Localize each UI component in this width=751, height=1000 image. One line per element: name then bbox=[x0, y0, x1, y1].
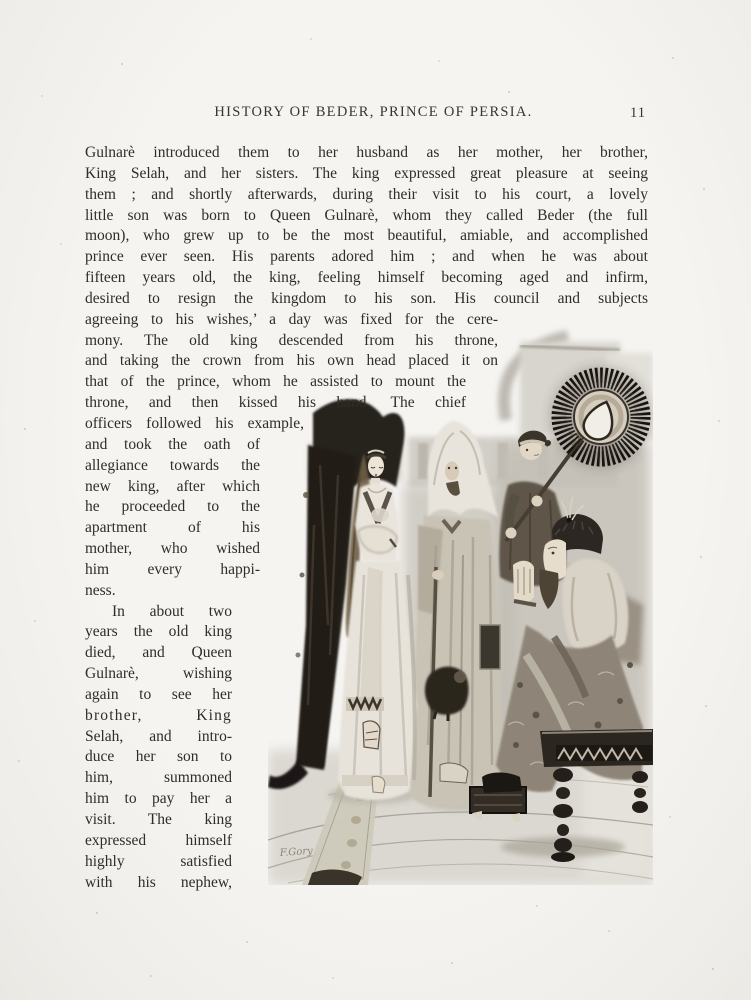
artist-signature: F.Gory bbox=[279, 845, 314, 859]
text-line: agreeing to his wishes,’ a day was fixed for the cere- bbox=[85, 310, 498, 328]
text-line: prince ever seen. His parents adored him ; and when he was about bbox=[85, 248, 648, 266]
text-line: and took the oath of bbox=[85, 435, 260, 453]
text-line: and taking the crown from his own head placed it on bbox=[85, 352, 498, 370]
text-line: fifteen years old, the king, feeling himself becoming aged and infirm, bbox=[85, 269, 648, 287]
text-line: mony. The old king descended from his throne, bbox=[85, 331, 498, 349]
text-line: highly satisfied bbox=[85, 852, 232, 870]
text-line: him, summoned bbox=[85, 769, 232, 787]
text-line: died, and Queen bbox=[85, 644, 232, 662]
running-header bbox=[85, 104, 648, 124]
text-line: expressed himself bbox=[85, 831, 232, 849]
text-line: Selah, and intro- bbox=[85, 727, 232, 745]
text-line: years the old king bbox=[85, 623, 232, 641]
text-line: apartment of his bbox=[85, 519, 260, 537]
text-line: King Selah, and her sisters. The king expressed great pleasure at seeing bbox=[85, 164, 648, 182]
text-line: duce her son to bbox=[85, 748, 232, 766]
text-line: allegiance towards the bbox=[85, 456, 260, 474]
text-line: little son was born to Queen Gulnarè, whom they called Beder (the full bbox=[85, 206, 648, 224]
text-line: Gulnarè introduced them to her husband as her mother, her brother, bbox=[85, 144, 648, 161]
text-line: officers followed his example, bbox=[85, 414, 304, 432]
text-line: he proceeded to the bbox=[85, 498, 260, 516]
body-text bbox=[85, 143, 648, 893]
text-line: him to pay her a bbox=[85, 790, 232, 808]
page-title: HISTORY OF BEDER, PRINCE OF PERSIA. bbox=[214, 104, 533, 120]
text-line: new king, after which bbox=[85, 477, 260, 495]
text-line: with his nephew, bbox=[85, 873, 232, 891]
text-line: him every happi- bbox=[85, 560, 260, 578]
text-line: mother, who wished bbox=[85, 540, 260, 558]
text-line: again to see her bbox=[85, 685, 232, 703]
text-line: brother, King bbox=[85, 706, 232, 724]
text-line: them ; and shortly afterwards, during their visit to his court, a lovely bbox=[85, 185, 648, 203]
paper-speckles bbox=[0, 0, 2, 2]
text-line: ness. bbox=[85, 581, 116, 599]
text-line: throne, and then kissed his hand. The chief bbox=[85, 394, 466, 412]
text-line: desired to resign the kingdom to his son. His council and subjects bbox=[85, 289, 648, 307]
text-line: Gulnarè, wishing bbox=[85, 665, 232, 683]
text-line: moon), who grew up to be the most beautiful, amiable, and accomplished bbox=[85, 227, 648, 245]
page-number: 11 bbox=[630, 105, 646, 121]
text-line: that of the prince, whom he assisted to mount the bbox=[85, 373, 466, 391]
text-line: visit. The king bbox=[85, 811, 232, 828]
text-line: In about two bbox=[112, 602, 232, 620]
